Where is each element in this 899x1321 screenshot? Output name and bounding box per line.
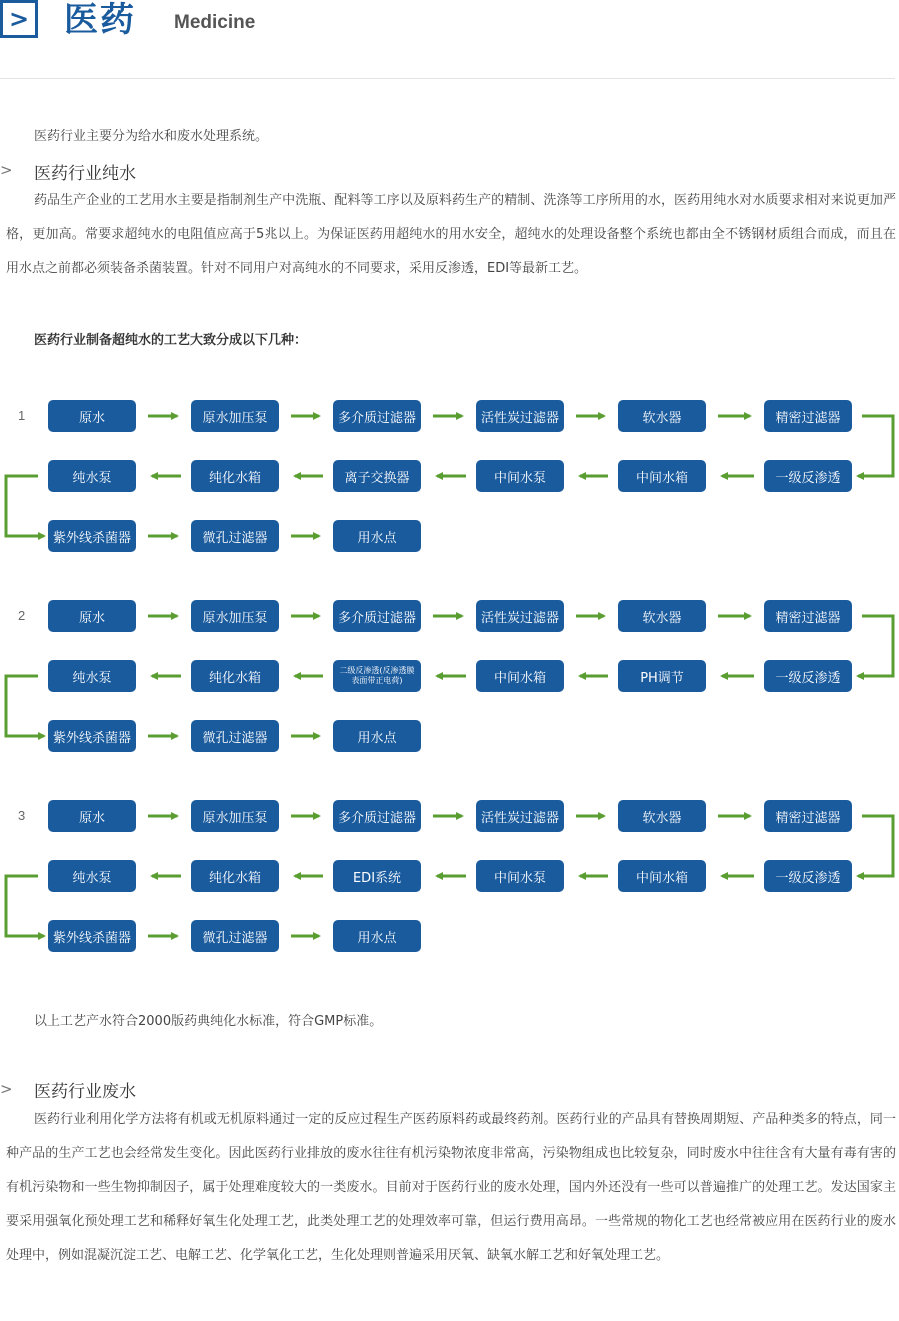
flow-arrow (6, 476, 44, 536)
flow-step-box: 一级反渗透 (764, 860, 852, 892)
flow-step-box: 活性炭过滤器 (476, 800, 564, 832)
flow-step-box: 精密过滤器 (764, 800, 852, 832)
flow-step-box: 中间水泵 (476, 860, 564, 892)
flow-step-box: 中间水箱 (618, 460, 706, 492)
flow-step-box: 软水器 (618, 600, 706, 632)
flow-step-box: EDI系统 (333, 860, 421, 892)
section-chevron-icon: > (0, 1080, 13, 1098)
flow-step-box: 纯化水箱 (191, 860, 279, 892)
flow-arrow (858, 616, 893, 676)
header-divider (0, 78, 895, 79)
flow-step-box: 原水 (48, 600, 136, 632)
flow-arrow (6, 676, 44, 736)
flow-step-box: 软水器 (618, 800, 706, 832)
flow-step-box: 多介质过滤器 (333, 400, 421, 432)
flow-arrow (858, 416, 893, 476)
flow-step-box: 原水加压泵 (191, 800, 279, 832)
flow-step-box: 紫外线杀菌器 (48, 920, 136, 952)
page-subtitle: Medicine (174, 12, 256, 33)
flow-step-box: 原水 (48, 800, 136, 832)
flow-step-box: 紫外线杀菌器 (48, 720, 136, 752)
flow-step-box: 纯水泵 (48, 860, 136, 892)
flow-step-box: 用水点 (333, 720, 421, 752)
flow-step-box: 原水加压泵 (191, 600, 279, 632)
flow-step-box: 中间水箱 (476, 660, 564, 692)
flow-step-box: PH调节 (618, 660, 706, 692)
flow-step-box: 微孔过滤器 (191, 920, 279, 952)
flow-step-box: 紫外线杀菌器 (48, 520, 136, 552)
intro-text: 医药行业主要分为给水和废水处理系统。 (34, 129, 269, 144)
flow-step-box: 活性炭过滤器 (476, 600, 564, 632)
flow-step-box: 微孔过滤器 (191, 520, 279, 552)
section-title-wastewater: 医药行业废水 (34, 1082, 136, 1102)
flow-step-box: 离子交换器 (333, 460, 421, 492)
gmp-note: 以上工艺产水符合2000版药典纯化水标准，符合GMP标准。 (34, 1014, 383, 1029)
section-paragraph-wastewater: 医药行业利用化学方法将有机或无机原料通过一定的反应过程生产医药原料药或最终药剂。医药行业的产品具有替换周期短、产品种类多的特点，同一种产品的生产工艺也会经常发生变化。因此医药行业排放的废水往往有机污染物浓度非常高，污染物组成也比较复杂，同时废水中往往含有大量有毒有害的有机污染物和一些生物抑制因子，属于处理难度较大的一类废水。目前对于医药行业的废水处理，国内外还没有一些可以普遍推广的处理工艺。发达国家主要采用强氧化预处理工艺和稀释好氧生化处理工艺，此类处理工艺的处理效率可靠，但运行费用高昂。一些常规的物化工艺也经常被应用在医药行业的废水处理中，例如混凝沉淀工艺、电解工艺、化学氧化工艺，生化处理则普遍采用厌氧、缺氧水解工艺和好氧处理工艺。 (6, 1112, 896, 1263)
flow-step-box: 纯化水箱 (191, 660, 279, 692)
flow-step-box: 精密过滤器 (764, 600, 852, 632)
flow-number: 2 (18, 608, 26, 623)
flow-number: 3 (18, 808, 26, 823)
flow-step-box: 活性炭过滤器 (476, 400, 564, 432)
flow-step-box: 纯水泵 (48, 660, 136, 692)
flow-step-box: 中间水箱 (618, 860, 706, 892)
flow-arrow (6, 876, 44, 936)
flow-step-box: 多介质过滤器 (333, 800, 421, 832)
flow-step-box: 软水器 (618, 400, 706, 432)
flow-step-box: 纯水泵 (48, 460, 136, 492)
section-title-pure-water: 医药行业纯水 (34, 164, 136, 184)
section-paragraph-pure-water: 药品生产企业的工艺用水主要是指制剂生产中洗瓶、配料等工序以及原料药生产的精制、洗涤等工序所用的水，医药用纯水对水质要求相对来说更加严格，更加高。常要求超纯水的电阻值应高于5兆以上。为保证医药用超纯水的用水安全，超纯水的处理设备整个系统也都由全不锈钢材质组合而成，而且在用水点之前都必须装备杀菌装置。针对不同用户对高纯水的不同要求，采用反渗透，EDI等最新工艺。 (6, 193, 896, 276)
flow-step-box: 中间水泵 (476, 460, 564, 492)
flow-step-box: 原水加压泵 (191, 400, 279, 432)
flow-step-box: 一级反渗透 (764, 460, 852, 492)
flow-number: 1 (18, 408, 26, 423)
section-chevron-icon: > (0, 161, 13, 179)
process-heading: 医药行业制备超纯水的工艺大致分成以下几种： (34, 333, 308, 348)
flow-step-box: 精密过滤器 (764, 400, 852, 432)
flow-step-box: 用水点 (333, 520, 421, 552)
flow-step-box: 原水 (48, 400, 136, 432)
header-chevron-icon: > (0, 0, 38, 38)
flow-step-box: 多介质过滤器 (333, 600, 421, 632)
flow-step-box: 微孔过滤器 (191, 720, 279, 752)
flow-step-box: 用水点 (333, 920, 421, 952)
flow-step-box: 二级反渗透(反渗透膜表面带正电荷) (333, 660, 421, 692)
flow-step-box: 纯化水箱 (191, 460, 279, 492)
page-title: 医药 (64, 0, 136, 40)
flow-step-box: 一级反渗透 (764, 660, 852, 692)
flow-arrow (858, 816, 893, 876)
